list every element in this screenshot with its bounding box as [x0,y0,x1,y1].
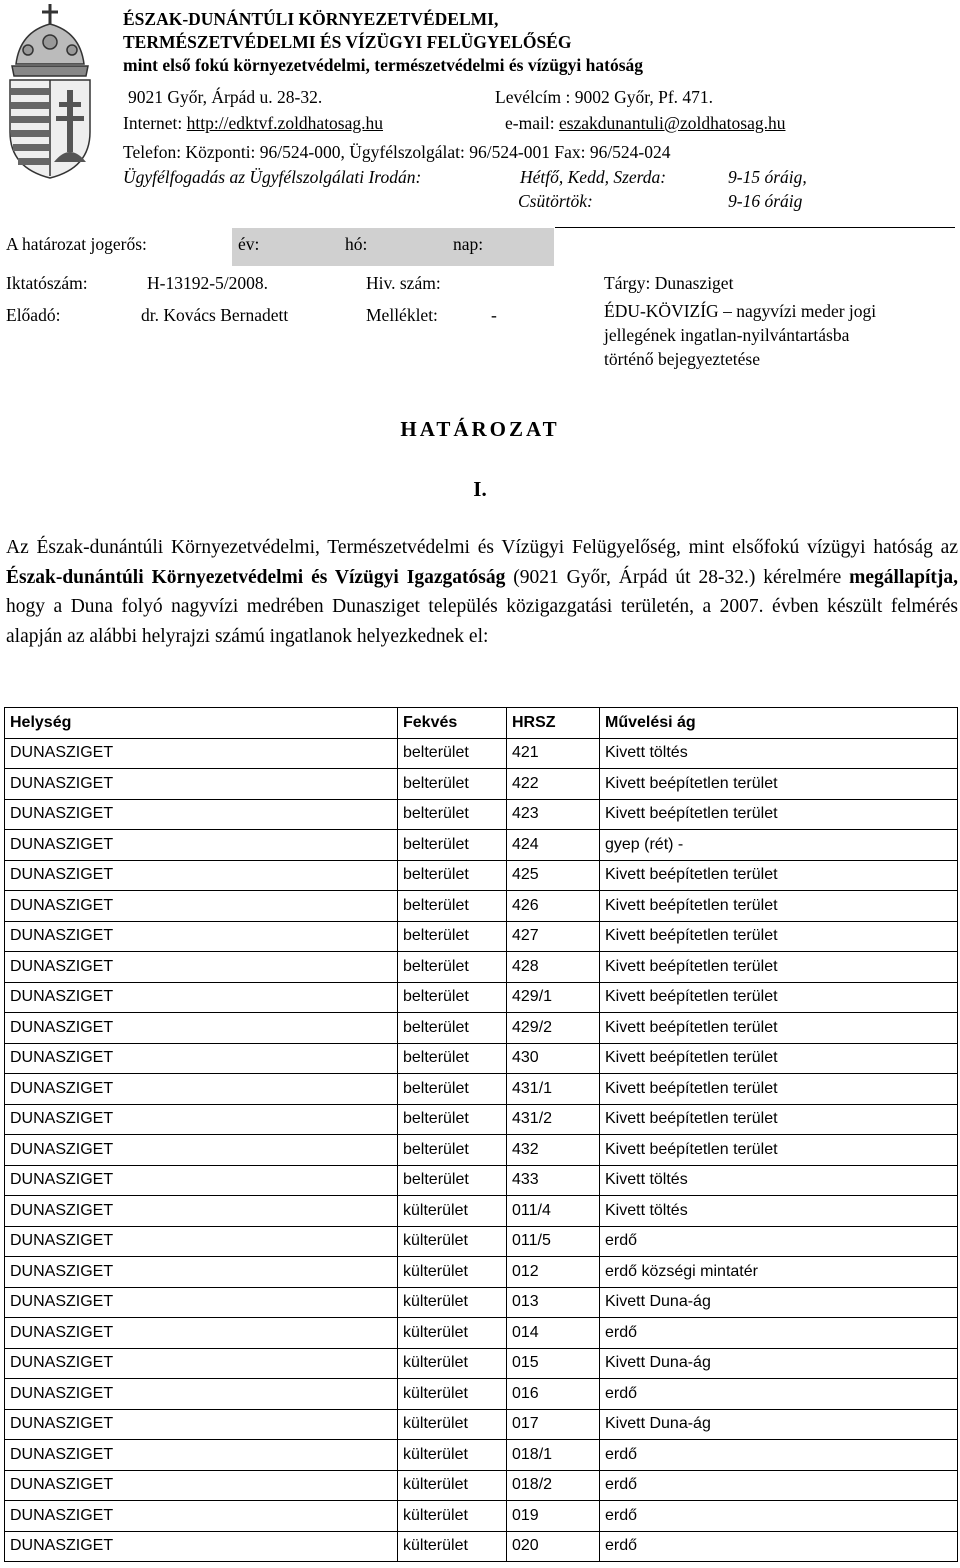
cell-settlement: DUNASZIGET [5,1409,398,1440]
cell-settlement: DUNASZIGET [5,1501,398,1532]
cell-settlement: DUNASZIGET [5,1074,398,1105]
table-row [5,1348,958,1379]
cell-hrsz: 011/4 [507,1196,600,1227]
cell-settlement: DUNASZIGET [5,1196,398,1227]
cell-location: belterület [398,1165,507,1196]
cell-hrsz: 019 [507,1501,600,1532]
attachment-value: - [491,305,497,325]
cell-settlement: DUNASZIGET [5,982,398,1013]
table-row [5,921,958,952]
cell-hrsz: 422 [507,769,600,800]
document-title: HATÁROZAT [400,417,560,441]
file-number-value: H-13192-5/2008. [147,273,269,293]
internet-line [123,112,383,134]
org-name-line1: ÉSZAK-DUNÁNTÚLI KÖRNYEZETVÉDELMI, [123,9,499,29]
cell-cultivation: erdő [600,1501,958,1532]
cell-settlement: DUNASZIGET [5,769,398,800]
cell-location: belterület [398,952,507,983]
para-bold1: Észak-dunántúli Környezetvédelmi és Vízügyi Igazgatóság [6,566,506,588]
cell-cultivation: erdő [600,1531,958,1562]
table-row [5,1165,958,1196]
cell-cultivation: erdő [600,1470,958,1501]
cell-hrsz: 423 [507,799,600,830]
cell-hrsz: 429/2 [507,1013,600,1044]
cell-hrsz: 425 [507,860,600,891]
cell-settlement: DUNASZIGET [5,1013,398,1044]
cell-cultivation: Kivett beépítetlen terület [600,982,958,1013]
table-row [5,1470,958,1501]
cell-settlement: DUNASZIGET [5,738,398,769]
cell-settlement: DUNASZIGET [5,1257,398,1288]
table-row [5,1440,958,1471]
header-settlement: Helység [5,708,398,739]
cell-cultivation: erdő [600,1440,958,1471]
internet-label: Internet: [123,113,187,133]
decision-paragraph [6,533,958,651]
address: 9021 Győr, Árpád u. 28-32. [128,87,323,107]
table-row [5,1135,958,1166]
cell-location: külterület [398,1257,507,1288]
clerk-label: Előadó: [6,305,61,325]
cell-settlement: DUNASZIGET [5,1043,398,1074]
cell-hrsz: 015 [507,1348,600,1379]
cell-settlement: DUNASZIGET [5,860,398,891]
coat-of-arms-icon [2,2,98,180]
table-row [5,891,958,922]
cell-hrsz: 430 [507,1043,600,1074]
cell-location: belterület [398,1013,507,1044]
cell-cultivation: erdő [600,1379,958,1410]
internet-link[interactable]: http://edktvf.zoldhatosag.hu [186,113,384,133]
cell-location: belterület [398,738,507,769]
table-row [5,1226,958,1257]
cell-location: külterület [398,1409,507,1440]
cell-location: belterület [398,860,507,891]
cell-settlement: DUNASZIGET [5,1440,398,1471]
cell-hrsz: 014 [507,1318,600,1349]
cell-cultivation: Kivett beépítetlen terület [600,891,958,922]
cell-settlement: DUNASZIGET [5,1348,398,1379]
cell-hrsz: 016 [507,1379,600,1410]
table-row [5,1287,958,1318]
cell-settlement: DUNASZIGET [5,891,398,922]
table-row [5,1074,958,1105]
office-hours-time1: 9-15 óráig, [728,167,807,187]
table-row [5,1013,958,1044]
cell-location: külterület [398,1470,507,1501]
cell-cultivation: erdő [600,1226,958,1257]
cell-location: belterület [398,1043,507,1074]
cell-location: belterület [398,1074,507,1105]
cell-hrsz: 018/1 [507,1440,600,1471]
para-text2: (9021 Győr, Árpád út 28-32.) kérelmére [505,566,850,588]
cell-location: belterület [398,1135,507,1166]
office-hours-days2: Csütörtök: [518,191,593,211]
table-row [5,1043,958,1074]
cell-hrsz: 427 [507,921,600,952]
cell-hrsz: 424 [507,830,600,861]
cell-hrsz: 433 [507,1165,600,1196]
cell-cultivation: Kivett beépítetlen terület [600,860,958,891]
header-hrsz: HRSZ [507,708,600,739]
cell-hrsz: 428 [507,952,600,983]
cell-location: külterület [398,1379,507,1410]
cell-location: külterület [398,1287,507,1318]
cell-location: belterület [398,921,507,952]
cell-settlement: DUNASZIGET [5,1531,398,1562]
phone-line: Telefon: Központi: 96/524-000, Ügyfélszolgálat: 96/524-001 Fax: 96/524-024 [123,142,671,162]
email-label: e-mail: [505,113,559,133]
header-cultivation: Művelési ág [600,708,958,739]
cell-settlement: DUNASZIGET [5,1318,398,1349]
file-number-label: Iktatószám: [6,273,88,293]
table-row [5,830,958,861]
cell-cultivation: Kivett Duna-ág [600,1409,958,1440]
subject-line2: ÉDU-KÖVIZÍG – nagyvízi meder jogi [604,301,877,321]
cell-hrsz: 012 [507,1257,600,1288]
cell-hrsz: 017 [507,1409,600,1440]
header-divider [555,227,955,228]
final-status-label: A határozat jogerős: [6,234,147,254]
cell-location: belterület [398,769,507,800]
cell-cultivation: Kivett Duna-ág [600,1348,958,1379]
reference-label: Hiv. szám: [366,273,441,293]
cell-cultivation: Kivett töltés [600,1165,958,1196]
cell-settlement: DUNASZIGET [5,1287,398,1318]
cell-cultivation: Kivett beépítetlen terület [600,1013,958,1044]
para-text1: Az Észak-dunántúli Környezetvédelmi, Természetvédelmi és Vízügyi Felügyelőség, mint elsőfokú vízügyi hatóság az [6,537,958,558]
header-location: Fekvés [398,708,507,739]
table-row [5,1501,958,1532]
final-status-year: év: [238,234,260,254]
cell-settlement: DUNASZIGET [5,1470,398,1501]
cell-location: külterület [398,1440,507,1471]
table-row [5,1531,958,1562]
org-name-line3: mint első fokú környezetvédelmi, természetvédelmi és vízügyi hatóság [123,55,644,75]
cell-cultivation: gyep (rét) - [600,830,958,861]
cell-hrsz: 018/2 [507,1470,600,1501]
cell-cultivation: Kivett beépítetlen terület [600,799,958,830]
cell-cultivation: Kivett beépítetlen terület [600,1043,958,1074]
cell-cultivation: Kivett Duna-ág [600,1287,958,1318]
table-row [5,1409,958,1440]
cell-location: külterület [398,1226,507,1257]
cell-cultivation: erdő [600,1318,958,1349]
cell-hrsz: 013 [507,1287,600,1318]
cell-settlement: DUNASZIGET [5,1165,398,1196]
table-row [5,982,958,1013]
cell-location: külterület [398,1501,507,1532]
cell-settlement: DUNASZIGET [5,921,398,952]
cell-hrsz: 429/1 [507,982,600,1013]
table-row [5,860,958,891]
cell-settlement: DUNASZIGET [5,830,398,861]
cell-location: belterület [398,799,507,830]
table-row [5,799,958,830]
table-row [5,1196,958,1227]
cell-cultivation: Kivett töltés [600,738,958,769]
table-row [5,1257,958,1288]
subject-line1: Tárgy: Dunasziget [604,273,734,293]
table-row [5,1379,958,1410]
cell-hrsz: 431/2 [507,1104,600,1135]
cell-hrsz: 020 [507,1531,600,1562]
email-link[interactable]: eszakdunantuli@zoldhatosag.hu [558,113,786,133]
subject-line4: történő bejegyeztetése [604,349,760,369]
cell-location: külterület [398,1531,507,1562]
postal-address: Levélcím : 9002 Győr, Pf. 471. [495,87,714,107]
table-row [5,1104,958,1135]
table-row [5,1318,958,1349]
email-line [505,112,785,134]
final-status-month: hó: [345,234,368,254]
final-status-box [232,228,554,266]
cell-settlement: DUNASZIGET [5,1226,398,1257]
cell-cultivation: erdő községi mintatér [600,1257,958,1288]
cell-settlement: DUNASZIGET [5,1379,398,1410]
cell-hrsz: 431/1 [507,1074,600,1105]
cell-hrsz: 432 [507,1135,600,1166]
cell-location: belterület [398,1104,507,1135]
cell-location: belterület [398,891,507,922]
cell-location: belterület [398,830,507,861]
cell-cultivation: Kivett beépítetlen terület [600,1074,958,1105]
subject-line3: jellegének ingatlan-nyilvántartásba [604,325,850,345]
office-hours-label: Ügyfélfogadás az Ügyfélszolgálati Irodán: [123,167,422,187]
section-number: I. [473,477,487,501]
cell-hrsz: 426 [507,891,600,922]
cell-location: külterület [398,1196,507,1227]
cell-settlement: DUNASZIGET [5,799,398,830]
cell-settlement: DUNASZIGET [5,1135,398,1166]
cell-location: külterület [398,1348,507,1379]
clerk-value: dr. Kovács Bernadett [141,305,289,325]
para-bold2: megállapítja, [849,566,958,588]
office-hours-time2: 9-16 óráig [728,191,803,211]
final-status-day: nap: [453,234,484,254]
cell-hrsz: 421 [507,738,600,769]
cell-location: külterület [398,1318,507,1349]
table-header-row [5,708,958,739]
attachment-label: Melléklet: [366,305,438,325]
cell-cultivation: Kivett beépítetlen terület [600,1135,958,1166]
cell-cultivation: Kivett beépítetlen terület [600,769,958,800]
cell-settlement: DUNASZIGET [5,1104,398,1135]
plots-table [4,707,958,1562]
cell-cultivation: Kivett beépítetlen terület [600,1104,958,1135]
table-row [5,738,958,769]
table-row [5,769,958,800]
cell-location: belterület [398,982,507,1013]
cell-cultivation: Kivett beépítetlen terület [600,921,958,952]
cell-cultivation: Kivett beépítetlen terület [600,952,958,983]
office-hours-days1: Hétfő, Kedd, Szerda: [520,167,667,187]
cell-hrsz: 011/5 [507,1226,600,1257]
cell-settlement: DUNASZIGET [5,952,398,983]
para-text3: hogy a Duna folyó nagyvízi medrében Dunasziget település közigazgatási területén, a 2007. évben készült felmérés alapján az alábbi helyrajzi számú ingatlanok helyezkednek el: [6,596,958,647]
cell-cultivation: Kivett töltés [600,1196,958,1227]
org-name-line2: TERMÉSZETVÉDELMI ÉS VÍZÜGYI FELÜGYELŐSÉG [123,32,572,52]
table-row [5,952,958,983]
